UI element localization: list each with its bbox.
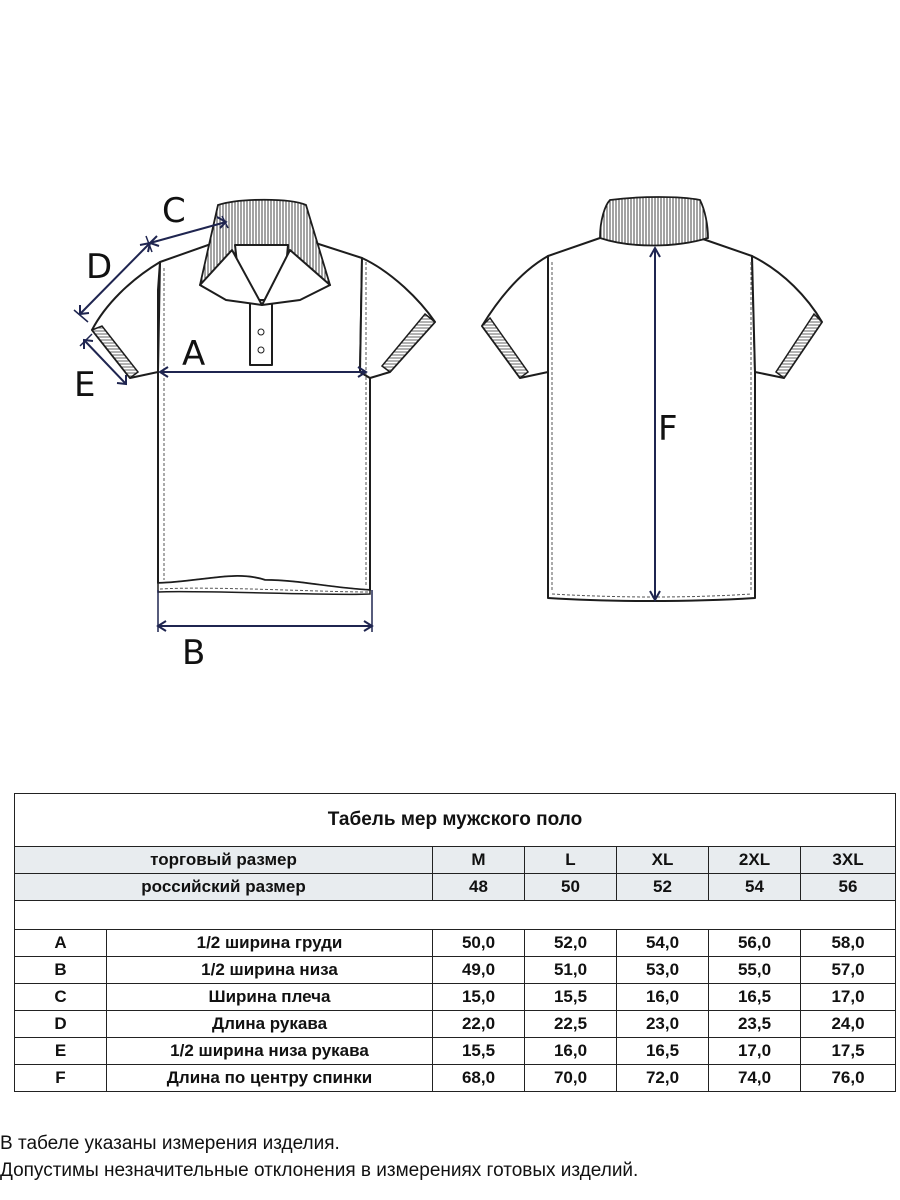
dimension-b [158,590,372,632]
measurement-value: 24,0 [801,1011,896,1038]
measurement-value: 68,0 [433,1065,525,1092]
measurement-value: 54,0 [617,930,709,957]
measurement-value: 58,0 [801,930,896,957]
measurement-value: 57,0 [801,957,896,984]
measurement-value: 17,0 [709,1038,801,1065]
table-title-row [15,794,896,847]
measurement-value: 15,5 [433,1038,525,1065]
measurement-code: E [15,1038,107,1065]
measurement-name: 1/2 ширина низа рукава [107,1038,433,1065]
measurement-value: 16,0 [617,984,709,1011]
size-cell: XL [617,847,709,874]
label-e: E [74,365,96,405]
measurement-value: 56,0 [709,930,801,957]
front-placket [250,300,272,365]
measurement-value: 52,0 [525,930,617,957]
measurement-name: Длина по центру спинки [107,1065,433,1092]
measurement-value: 72,0 [617,1065,709,1092]
measurement-row [15,984,896,1011]
measurement-row [15,957,896,984]
measurement-value: 15,5 [525,984,617,1011]
measurement-row [15,930,896,957]
measurement-code: F [15,1065,107,1092]
measurement-value: 23,5 [709,1011,801,1038]
label-d: D [86,247,113,287]
measurement-name: 1/2 ширина низа [107,957,433,984]
notes [0,1130,900,1184]
table-spacer-row [15,901,896,930]
polo-back-view [482,197,822,601]
measurement-value: 16,5 [709,984,801,1011]
measurement-value: 51,0 [525,957,617,984]
measurement-code: A [15,930,107,957]
size-row-label: российский размер [15,874,433,901]
back-body-outline [548,238,755,601]
measurement-value: 22,5 [525,1011,617,1038]
measurement-code: D [15,1011,107,1038]
spacer-cell [15,901,896,930]
size-cell: 56 [801,874,896,901]
measurement-value: 50,0 [433,930,525,957]
size-chart-table [14,793,896,1092]
measurement-value: 49,0 [433,957,525,984]
measurement-value: 53,0 [617,957,709,984]
label-b: B [182,633,206,673]
measurement-row [15,1065,896,1092]
size-cell: 48 [433,874,525,901]
size-cell: M [433,847,525,874]
measurement-name: Длина рукава [107,1011,433,1038]
measurement-row [15,1038,896,1065]
label-c: C [162,191,186,231]
measurement-value: 55,0 [709,957,801,984]
size-cell: 52 [617,874,709,901]
measurement-value: 15,0 [433,984,525,1011]
measurement-value: 16,5 [617,1038,709,1065]
measurement-name: Ширина плеча [107,984,433,1011]
measurement-value: 76,0 [801,1065,896,1092]
russian-size-row [15,874,896,901]
measurement-value: 74,0 [709,1065,801,1092]
measurement-value: 22,0 [433,1011,525,1038]
note-line-2: Допустимы незначительные отклонения в измерениях готовых изделий. [0,1160,639,1181]
trade-size-row [15,847,896,874]
measurement-value: 70,0 [525,1065,617,1092]
measurement-code: C [15,984,107,1011]
label-f: F [658,409,678,449]
table-title: Табель мер мужского поло [15,794,896,847]
label-a: A [182,334,206,374]
size-cell: 54 [709,874,801,901]
measurement-name: 1/2 ширина груди [107,930,433,957]
size-cell: L [525,847,617,874]
measurement-value: 17,0 [801,984,896,1011]
polo-front-view [92,200,435,595]
measurement-value: 17,5 [801,1038,896,1065]
size-cell: 2XL [709,847,801,874]
measurement-value: 16,0 [525,1038,617,1065]
back-collar [600,197,708,246]
size-row-label: торговый размер [15,847,433,874]
note-line-1: В табеле указаны измерения изделия. [0,1133,340,1154]
measurement-value: 23,0 [617,1011,709,1038]
measurement-row [15,1011,896,1038]
size-cell: 50 [525,874,617,901]
size-cell: 3XL [801,847,896,874]
measurement-code: B [15,957,107,984]
